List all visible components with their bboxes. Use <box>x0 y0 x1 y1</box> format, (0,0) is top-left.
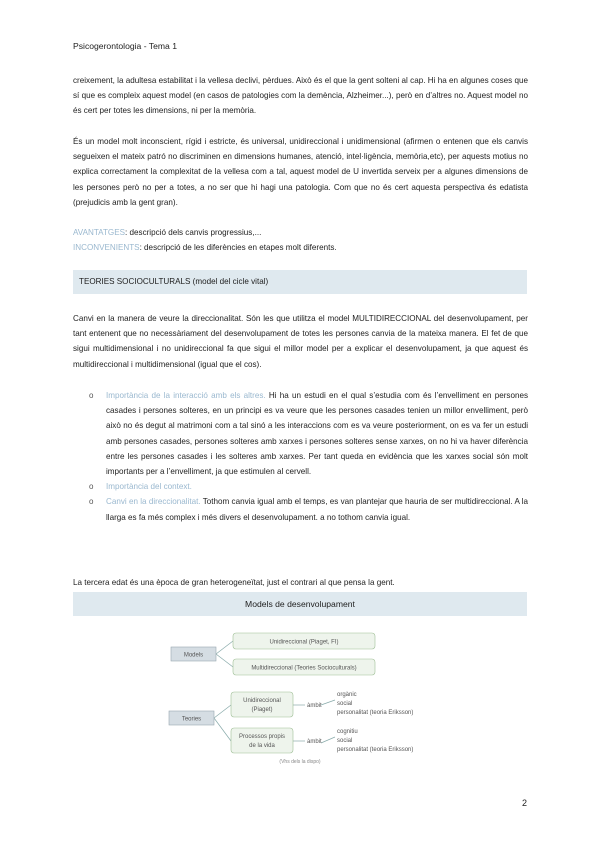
bullet-mark: o <box>89 482 94 492</box>
theory-2-box <box>231 728 293 753</box>
list-1-item-3: personalitat (teoria Eriksson) <box>337 710 414 716</box>
model-2-label: Multidireccional (Teories Socioculturals) <box>251 665 357 672</box>
bullet-text: Tothom canvia igual amb el temps, es van plantejar que hauria de ser multidireccional. A la llarga es fa més complex i més divers el desenvolupament. a no tothom canvia igual. <box>106 497 528 522</box>
drawbacks-text: : descripció de les diferències en etapes molt diferents. <box>139 243 337 252</box>
section-heading-bar <box>73 270 527 294</box>
connector-line <box>321 700 335 705</box>
list-1-item-2: social <box>337 701 353 707</box>
drawbacks-label: INCONVENIENTS <box>73 243 140 252</box>
list-2-item-2: social <box>337 738 353 744</box>
advantages-line <box>73 225 528 240</box>
bullet-list <box>73 388 528 525</box>
body-paragraph: Canvi en la manera de veure la direccionalitat. Són les que utilitza el model MULTIDIRECCIONAL del desenvolupament, per tant entenent que no necessàriament del desenvolupament de totes les persones canvia de la mateixa manera. El fet de que sigui multidimensional i no unidireccional fa que sigui el millor model per a explicar el desenvolupament, ja que aquest és multidireccional i multidimensional (igual que el cos). <box>73 314 528 369</box>
connector-line <box>214 718 231 741</box>
model-1-label: Unidireccional (Piaget, FI) <box>269 639 339 646</box>
bullet-label: Importància del context. <box>106 482 192 492</box>
ambit-label-1: àmbit <box>307 703 322 709</box>
drawbacks-line <box>73 240 528 255</box>
development-models-diagram <box>73 616 527 766</box>
teories-label: Teories <box>181 716 202 723</box>
theory-2-line-1: Processos propis <box>238 734 286 740</box>
bullet-mark: o <box>89 391 94 400</box>
connector-line <box>214 705 231 718</box>
list-1-item-1: orgànic <box>337 692 357 698</box>
theory-1-line-1: Unidireccional <box>243 698 281 704</box>
diagram-title-bar <box>73 592 527 616</box>
bullet-mark: o <box>89 497 94 507</box>
bullet-label: Importància de la interacció amb els altres. <box>106 391 266 400</box>
diagram-title: Models de desenvolupament <box>245 599 355 609</box>
connector-line <box>216 641 233 654</box>
closing-sentence: La tercera edat és una època de gran heterogeneïtat, just el contrari al que pensa la gent. <box>73 578 395 587</box>
list-2-item-3: personalitat (teoria Eriksson) <box>337 747 414 753</box>
theory-2-line-2: de la vida <box>249 743 275 749</box>
theory-1-line-2: (Piaget) <box>251 707 273 713</box>
list-2-item-1: cognitiu <box>337 729 358 735</box>
intro-paragraph-2: És un model molt inconscient, rígid i estricte, és universal, unidireccional i unidimensional (afirmen o entenen que els canvis segueixen el mateix patró no discriminen en dimensions humanes, atenció, intel·ligència, memòria,etc), per aquests motius no explica correctament la complexitat de la vellesa com a tal, aquest model de U invertida serveix per a algunes dimensions de les persones però no per a totes, a no ser que hi hagi una patologia. Com que no és cert aquesta perspectiva és edatista (prejudicis amb la gent gran). <box>73 137 528 207</box>
connector-line <box>321 737 335 743</box>
ambit-label-2: àmbit <box>307 739 322 745</box>
page-number: 2 <box>522 798 528 808</box>
list-item <box>73 479 528 494</box>
models-label: Models <box>183 652 204 659</box>
advantages-label: AVANTATGES <box>73 228 126 237</box>
list-item <box>73 494 528 524</box>
advantages-text: : descripció dels canvis progressius,... <box>125 228 262 237</box>
diagram-caption: (Vhs dels la dispo) <box>279 759 321 765</box>
theory-1-box <box>231 692 293 717</box>
list-item <box>73 388 528 479</box>
section-title: TEORIES SOCIOCULTURALS (model del cicle vital) <box>79 277 269 286</box>
bullet-label: Canvi en la direccionalitat. <box>106 497 201 507</box>
intro-paragraph-1: creixement, la adultesa estabilitat i la vellesa declivi, pèrdues. Això és el que la gent solteni al cap. Hi ha en algunes coses que sí que es compleix aquest model (en casos de patologies com la demència, Alzheimer...), però en d’altres no. Aquest model no és cert per totes les dimensions, ni per la memòria. <box>73 76 528 116</box>
connector-line <box>216 654 233 667</box>
page-header: Psicogerontologia - Tema 1 <box>73 41 177 51</box>
bullet-text: Hi ha un estudi en el qual s’estudia com és l’envelliment en persones casades i persones solteres, en un principi es va veure que les persones casades tenien un millor envelliment, però això no és degut al matrimoni com a tal sinó a les interaccions com es va veure posteriorment, on es va fer un estudi amb persones casades, persones solteres amb xarxes i persones solteres sense xarxes, on no hi va haver diferència entre les persones casades i les solteres amb xarxes. Per tant queda en evidència que les xarxes social són molt importants per a l’envelliment, ja que estimulen al cervell. <box>106 391 529 477</box>
